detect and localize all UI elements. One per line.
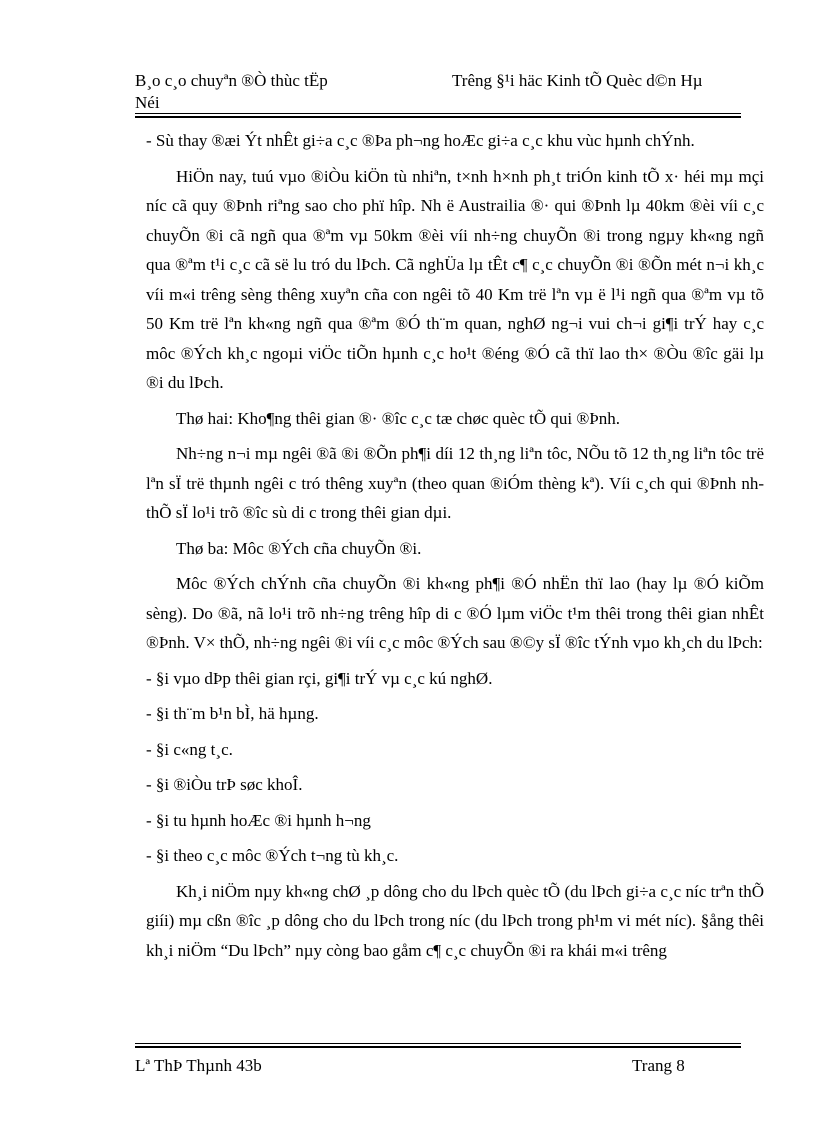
footer-author: Lª ThÞ Thµnh 43b bbox=[135, 1056, 262, 1075]
header-divider-bottom bbox=[135, 116, 741, 118]
list-item: - §i ®iÒu trÞ søc khoÎ. bbox=[146, 775, 303, 794]
body-paragraph: Nh÷ng n¬i mµ ngêi ®ã ®i ®Õn ph¶i díi 12 th¸ng liªn tôc, NÕu tõ 12 th¸ng liªn tôc trë lªn sÏ trë thµnh ngêi c tró thêng xuyªn (theo quan ®iÓm thèng kª). Víi c¸ch qui ®Þnh nh thÕ sÏ lo¹i trõ ®îc sù di c trong thêi gian dµi. bbox=[146, 444, 764, 522]
page-number: Trang 8 bbox=[632, 1056, 685, 1075]
body-paragraph: Môc ®Ých chÝnh cña chuyÕn ®i kh«ng ph¶i ®Ó nhËn thï lao (hay lµ ®Ó kiÕm sèng). Do ®ã, nã lo¹i trõ nh÷ng trêng hîp di c ®Ó lµm viÖc t¹m thêi trong thêi gian nhÊt ®Þnh. V× thÕ, nh÷ng ngêi ®i víi c¸c môc ®Ých sau ®©y sÏ ®îc tÝnh vµo kh¸ch du lÞch: bbox=[146, 574, 764, 652]
footer-divider-top bbox=[135, 1043, 741, 1044]
list-item: - §i vµo dÞp thêi gian rçi, gi¶i trÝ vµ c¸c kú nghØ. bbox=[146, 668, 493, 688]
header-left-line1: B¸o c¸o chuyªn ®Ò thùc tËp bbox=[135, 71, 328, 90]
list-item: - §i theo c¸c môc ®Ých t¬ng tù kh¸c. bbox=[146, 846, 399, 865]
list-item: - §i th¨m b¹n bÌ, hä hµng. bbox=[146, 704, 319, 723]
header-divider-top bbox=[135, 113, 741, 114]
footer-divider-bottom bbox=[135, 1046, 741, 1048]
page-body bbox=[146, 126, 764, 971]
body-paragraph: Kh¸i niÖm nµy kh«ng chØ ¸p dông cho du lÞch quèc tÕ (du lÞch gi÷a c¸c níc trªn thÕ giíi) mµ cßn ®îc ¸p dông cho du lÞch trong níc (du lÞch trong ph¹m vi mét níc). §ång thêi kh¸i niÖm “Du lÞch” nµy còng bao gåm c¶ c¸c chuyÕn ®i ra khái m«i trêng bbox=[146, 881, 764, 960]
list-item: - §i tu hµnh hoÆc ®i hµnh h¬ng bbox=[146, 810, 371, 830]
list-item: - §i c«ng t¸c. bbox=[146, 739, 233, 759]
body-paragraph: Thø hai: Kho¶ng thêi gian ®· ®îc c¸c tæ chøc quèc tÕ qui ®Þnh. bbox=[176, 408, 620, 428]
header-left-line2: Néi bbox=[135, 93, 160, 112]
body-paragraph: - Sù thay ®æi Ýt nhÊt gi÷a c¸c ®Þa ph¬ng hoÆc gi÷a c¸c khu vùc hµnh chÝnh. bbox=[146, 131, 695, 150]
body-paragraph: Thø ba: Môc ®Ých cña chuyÕn ®i. bbox=[176, 538, 422, 558]
body-paragraph: HiÖn nay, tuú vµo ®iÒu kiÖn tù nhiªn, t×nh h×nh ph¸t triÓn kinh tÕ x· héi mµ mçi níc cã quy ®Þnh riªng sao cho phï hîp. Nh ë Austrailia ®· qui ®Þnh lµ 40km ®èi víi c¸c chuyÕn ®i cã ngñ qua ®ªm vµ 50km ®èi víi nh÷ng chuyÕn ®i trong ngµy kh«ng ngñ qua ®ªm t¹i c¸c cã së lu tró du lÞch. Cã nghÜa lµ tÊt c¶ c¸c chuyÕn ®i ®Õn mét n¬i kh¸c víi m«i trêng sèng thêng xuyªn cña con ngêi tõ 40 Km trë lªn vµ ë l¹i ngñ qua ®ªm vµ tõ 50 Km trë lªn kh«ng ngñ qua ®ªm ®Ó th¨m quan, nghØ ng¬i vui ch¬i gi¶i trÝ hay c¸c môc ®Ých kh¸c ngoµi viÖc tiÕn hµnh c¸c ho¹t ®éng ®Ó cã thï lao th× ®Òu ®îc gäi lµ ®i du lÞch. bbox=[146, 166, 764, 392]
header-report-title bbox=[135, 70, 395, 114]
header-university: Trêng §¹i häc Kinh tÕ Quèc d©n Hµ bbox=[452, 71, 703, 90]
